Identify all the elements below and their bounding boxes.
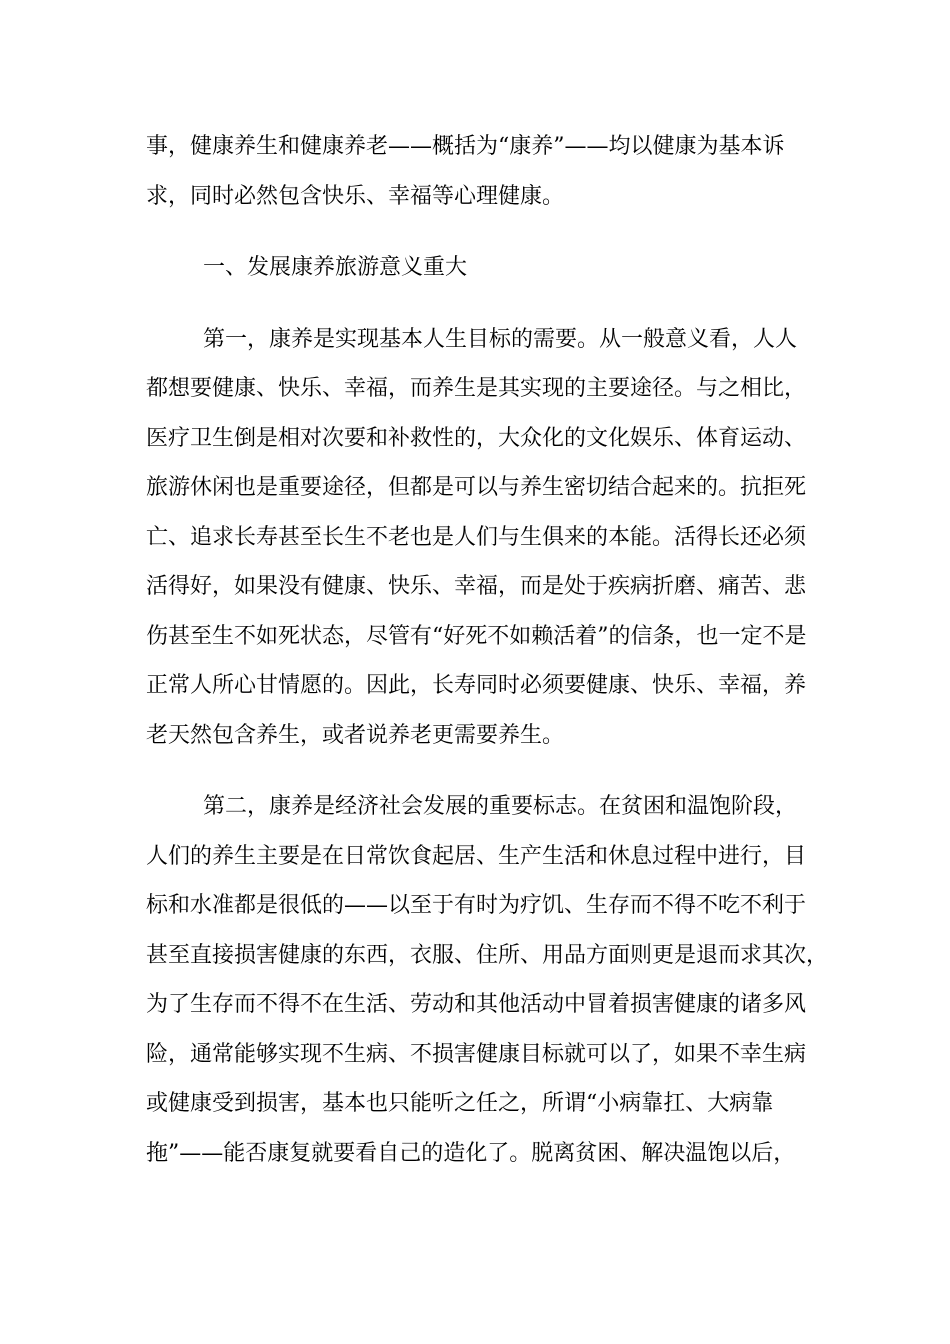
- paragraph-first: [146, 315, 810, 761]
- text-line: 活得好，如果没有健康、快乐、幸福，而是处于疾病折磨、痛苦、悲: [146, 574, 807, 599]
- text-line: 事，健康养生和健康养老——概括为“康养”——均以健康为基本诉: [146, 134, 785, 159]
- document-body: [146, 122, 829, 1178]
- text-line: 险，通常能够实现不生病、不损害健康目标就可以了，如果不幸生病: [146, 1041, 807, 1067]
- text-line: 为了生存而不得不在生活、劳动和其他活动中冒着损害健康的诸多风: [146, 992, 807, 1017]
- text-line: 第二，康养是经济社会发展的重要标志。在贫困和温饱阶段，: [203, 794, 798, 819]
- text-line: 甚至直接损害健康的东西，衣服、住所、用品方面则更是退而求其次，: [146, 942, 829, 968]
- text-line: 亡、追求长寿甚至长生不老也是人们与生俱来的本能。活得长还必须: [146, 524, 807, 550]
- text-line: 或健康受到损害，基本也只能听之任之，所谓“小病靠扛、大病靠: [146, 1091, 774, 1116]
- text-line: 正常人所心甘情愿的。因此，长寿同时必须要健康、快乐、幸福，养: [146, 673, 807, 698]
- text-line: 旅游休闲也是重要途径，但都是可以与养生密切结合起来的。抗拒死: [146, 475, 807, 500]
- text-line: 标和水准都是很低的——以至于有时为疗饥、生存而不得不吃不利于: [146, 893, 807, 918]
- section-heading: [146, 243, 810, 293]
- paragraph-gap: [146, 760, 810, 782]
- text-line: 老天然包含养生，或者说养老更需要养生。: [146, 722, 565, 748]
- text-line: 第一，康养是实现基本人生目标的需要。从一般意义看，人人: [203, 326, 798, 352]
- text-line: 人们的养生主要是在日常饮食起居、生产生活和休息过程中进行，目: [146, 843, 807, 869]
- paragraph-gap: [146, 221, 810, 243]
- intro-paragraph: [146, 122, 810, 221]
- section-heading-text: 一、发展康养旅游意义重大: [203, 255, 468, 280]
- paragraph-gap: [146, 293, 810, 315]
- text-line: 求，同时必然包含快乐、幸福等心理健康。: [146, 183, 565, 209]
- text-line: 都想要健康、快乐、幸福，而养生是其实现的主要途径。与之相比，: [146, 376, 807, 401]
- text-line: 拖”——能否康复就要看自己的造化了。脱离贫困、解决温饱以后，: [146, 1140, 796, 1166]
- paragraph-second: [146, 782, 829, 1178]
- text-line: 伤甚至生不如死状态，尽管有“好死不如赖活着”的信条，也一定不是: [146, 623, 807, 649]
- text-line: 医疗卫生倒是相对次要和补救性的，大众化的文化娱乐、体育运动、: [146, 425, 807, 451]
